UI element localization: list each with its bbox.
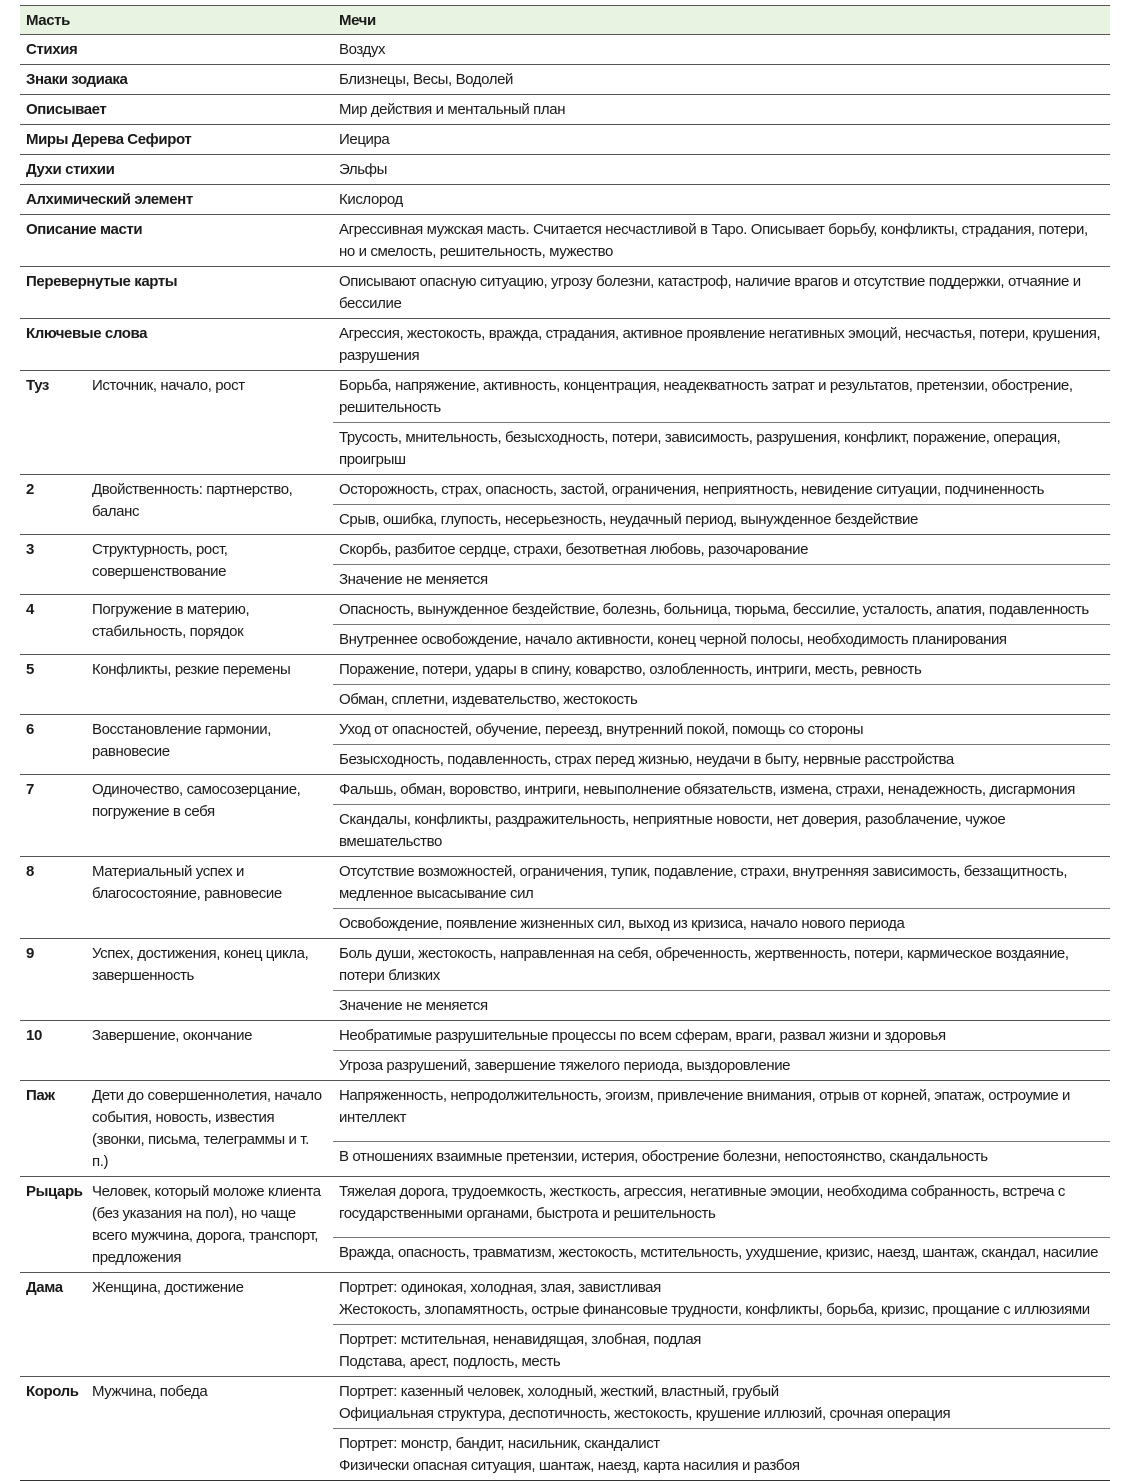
card-meaning: Человек, который моложе клиента (без указания на пол), но чаще всего мужчина, дорога, транспорт, предложения [86, 1177, 333, 1273]
card-rank: Король [20, 1377, 86, 1481]
card-reversed: Угроза разрушений, завершение тяжелого периода, выздоровление [333, 1051, 1110, 1081]
property-row [20, 155, 1110, 185]
card-rank: 5 [20, 655, 86, 715]
card-row [20, 1021, 1110, 1051]
card-rank: Дама [20, 1273, 86, 1377]
property-label: Миры Дерева Сефирот [20, 125, 333, 155]
card-rank: 8 [20, 857, 86, 939]
card-rank: 4 [20, 595, 86, 655]
property-value: Агрессия, жестокость, вражда, страдания, активное проявление негативных эмоций, несчастья, потери, крушения, разрушения [333, 319, 1110, 371]
property-row [20, 319, 1110, 371]
card-upright: Напряженность, непродолжительность, эгоизм, привлечение внимания, отрыв от корней, эпатаж, остроумие и интеллект [333, 1081, 1110, 1142]
card-meaning: Женщина, достижение [86, 1273, 333, 1377]
property-value: Иецира [333, 125, 1110, 155]
card-upright: Необратимые разрушительные процессы по всем сферам, враги, развал жизни и здоровья [333, 1021, 1110, 1051]
card-meaning: Одиночество, самосозерцание, погружение в себя [86, 775, 333, 857]
court-card-row [20, 1377, 1110, 1429]
property-row [20, 125, 1110, 155]
card-reversed: Значение не меняется [333, 565, 1110, 595]
card-reversed: Вражда, опасность, травматизм, жестокость, мстительность, ухудшение, кризис, наезд, шантаж, скандал, насилие [333, 1237, 1110, 1272]
card-meaning: Мужчина, победа [86, 1377, 333, 1481]
card-reversed [333, 1429, 1110, 1481]
header-suit-name: Мечи [333, 6, 1110, 35]
property-value: Кислород [333, 185, 1110, 215]
card-upright [333, 1273, 1110, 1325]
card-meaning: Структурность, рост, совершенствование [86, 535, 333, 595]
property-value: Мир действия и ментальный план [333, 95, 1110, 125]
property-row [20, 267, 1110, 319]
card-row [20, 1081, 1110, 1142]
card-upright: Борьба, напряжение, активность, концентрация, неадекватность затрат и результатов, претензии, обострение, решительность [333, 371, 1110, 423]
cards-section [20, 371, 1110, 1481]
card-row [20, 715, 1110, 745]
card-meaning: Завершение, окончание [86, 1021, 333, 1081]
card-upright-text: Официальная структура, деспотичность, жестокость, крушение иллюзий, срочная операция [339, 1405, 951, 1422]
card-reversed-text: Подстава, арест, подлость, месть [339, 1353, 561, 1370]
property-label: Алхимический элемент [20, 185, 333, 215]
card-meaning: Погружение в материю, стабильность, порядок [86, 595, 333, 655]
property-label: Описывает [20, 95, 333, 125]
property-label: Перевернутые карты [20, 267, 333, 319]
card-meaning: Источник, начало, рост [86, 371, 333, 475]
property-row [20, 65, 1110, 95]
property-label: Знаки зодиака [20, 65, 333, 95]
card-reversed: Скандалы, конфликты, раздражительность, неприятные новости, нет доверия, разоблачение, чужое вмешательство [333, 805, 1110, 857]
property-value: Описывают опасную ситуацию, угрозу болезни, катастроф, наличие врагов и отсутствие поддержки, отчаяние и бессилие [333, 267, 1110, 319]
card-rank: 9 [20, 939, 86, 1021]
card-rank: 3 [20, 535, 86, 595]
table-header-row [20, 6, 1110, 35]
properties-section [20, 35, 1110, 371]
card-row [20, 775, 1110, 805]
card-row [20, 595, 1110, 625]
card-meaning: Дети до совершеннолетия, начало события, новость, известия (звонки, письма, телеграммы и т. п.) [86, 1081, 333, 1177]
card-row [20, 535, 1110, 565]
property-label: Духи стихии [20, 155, 333, 185]
card-row [20, 371, 1110, 423]
card-upright: Фальшь, обман, воровство, интриги, невыполнение обязательств, измена, страхи, ненадежность, дисгармония [333, 775, 1110, 805]
card-meaning: Конфликты, резкие перемены [86, 655, 333, 715]
property-label: Стихия [20, 35, 333, 65]
card-reversed: Освобождение, появление жизненных сил, выход из кризиса, начало нового периода [333, 909, 1110, 939]
card-upright-portrait: Портрет: одинокая, холодная, злая, завистливая [339, 1279, 661, 1296]
court-card-row [20, 1273, 1110, 1325]
card-reversed [333, 1325, 1110, 1377]
property-row [20, 95, 1110, 125]
card-upright: Скорбь, разбитое сердце, страхи, безответная любовь, разочарование [333, 535, 1110, 565]
card-reversed: Срыв, ошибка, глупость, несерьезность, неудачный период, вынужденное бездействие [333, 505, 1110, 535]
card-reversed: Безысходность, подавленность, страх перед жизнью, неудачи в быту, нервные расстройства [333, 745, 1110, 775]
card-rank: 6 [20, 715, 86, 775]
card-rank: 10 [20, 1021, 86, 1081]
property-value: Эльфы [333, 155, 1110, 185]
property-value: Агрессивная мужская масть. Считается несчастливой в Таро. Описывает борьбу, конфликты, страдания, потери, но и смелость, решительность, мужество [333, 215, 1110, 267]
card-rank: Рыцарь [20, 1177, 86, 1273]
card-upright: Поражение, потери, удары в спину, коварство, озлобленность, интриги, месть, ревность [333, 655, 1110, 685]
card-upright: Осторожность, страх, опасность, застой, ограничения, неприятность, невидение ситуации, подчиненность [333, 475, 1110, 505]
card-meaning: Двойственность: партнерство, баланс [86, 475, 333, 535]
card-upright: Тяжелая дорога, трудоемкость, жесткость, агрессия, негативные эмоции, необходима собранность, встреча с государственными органами, быстрота и решительность [333, 1177, 1110, 1238]
card-upright: Опасность, вынужденное бездействие, болезнь, больница, тюрьма, бессилие, усталость, апатия, подавленность [333, 595, 1110, 625]
tarot-swords-table-page [20, 5, 1110, 1481]
card-reversed-portrait: Портрет: мстительная, ненавидящая, злобная, подлая [339, 1331, 702, 1348]
card-upright-portrait: Портрет: казенный человек, холодный, жесткий, властный, грубый [339, 1383, 779, 1400]
card-upright: Отсутствие возможностей, ограничения, тупик, подавление, страхи, внутренняя зависимость, беззащитность, медленное высасывание сил [333, 857, 1110, 909]
property-label: Описание масти [20, 215, 333, 267]
card-reversed: Обман, сплетни, издевательство, жестокость [333, 685, 1110, 715]
card-row [20, 857, 1110, 909]
card-rank: Туз [20, 371, 86, 475]
card-reversed: Трусость, мнительность, безысходность, потери, зависимость, разрушения, конфликт, поражение, операция, проигрыш [333, 423, 1110, 475]
header-suit-label: Масть [20, 6, 333, 35]
card-upright: Боль души, жестокость, направленная на себя, обреченность, жертвенность, потери, кармическое воздаяние, потери близких [333, 939, 1110, 991]
property-row [20, 185, 1110, 215]
card-meaning: Восстановление гармонии, равновесие [86, 715, 333, 775]
card-rank: 2 [20, 475, 86, 535]
card-row [20, 475, 1110, 505]
property-row [20, 215, 1110, 267]
property-label: Ключевые слова [20, 319, 333, 371]
card-reversed-portrait: Портрет: монстр, бандит, насильник, скандалист [339, 1435, 660, 1452]
card-upright: Уход от опасностей, обучение, переезд, внутренний покой, помощь со стороны [333, 715, 1110, 745]
card-rank: 7 [20, 775, 86, 857]
swords-suit-table [20, 5, 1110, 1481]
card-row [20, 1177, 1110, 1238]
card-upright-text: Жестокость, злопамятность, острые финансовые трудности, конфликты, борьба, кризис, прощание с иллюзиями [339, 1301, 1090, 1318]
card-upright [333, 1377, 1110, 1429]
card-meaning: Успех, достижения, конец цикла, завершенность [86, 939, 333, 1021]
card-meaning: Материальный успех и благосостояние, равновесие [86, 857, 333, 939]
property-value: Близнецы, Весы, Водолей [333, 65, 1110, 95]
card-rank: Паж [20, 1081, 86, 1177]
card-reversed-text: Физически опасная ситуация, шантаж, наезд, карта насилия и разбоя [339, 1457, 800, 1474]
card-reversed: Внутреннее освобождение, начало активности, конец черной полосы, необходимость планирования [333, 625, 1110, 655]
card-row [20, 655, 1110, 685]
card-reversed: Значение не меняется [333, 991, 1110, 1021]
property-row [20, 35, 1110, 65]
card-row [20, 939, 1110, 991]
card-reversed: В отношениях взаимные претензии, истерия, обострение болезни, непостоянство, скандальность [333, 1141, 1110, 1176]
property-value: Воздух [333, 35, 1110, 65]
